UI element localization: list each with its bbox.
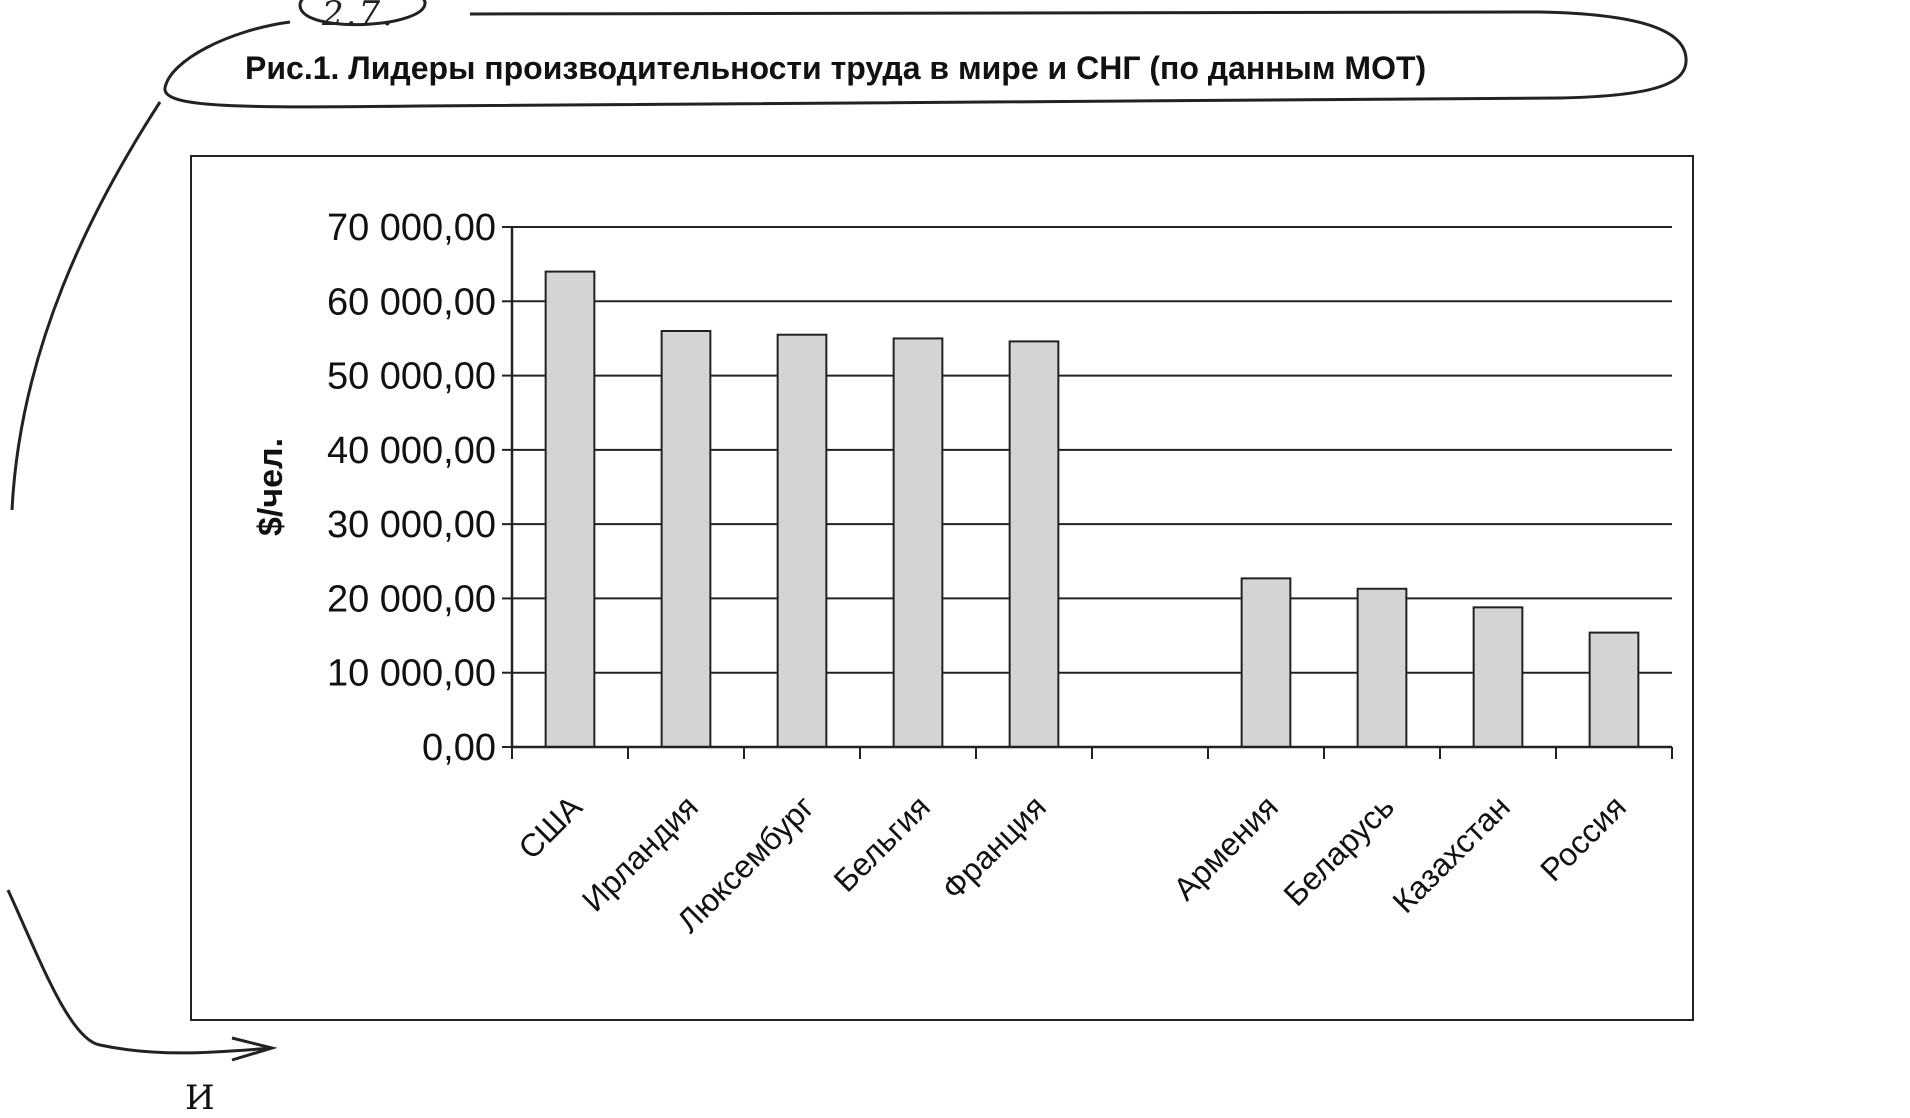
y-tick-label: 10 000,00 bbox=[326, 652, 496, 695]
y-tick-label: 70 000,00 bbox=[326, 207, 496, 249]
category-label: Люксембург bbox=[669, 788, 821, 940]
bars bbox=[546, 272, 1639, 747]
category-label: Россия bbox=[1533, 788, 1633, 889]
bar bbox=[1590, 633, 1639, 747]
category-label: Бельгия bbox=[826, 788, 937, 899]
bar bbox=[894, 338, 943, 747]
category-label: Ирландия bbox=[575, 788, 705, 919]
x-tick-marks bbox=[512, 747, 1672, 759]
figure-title: Рис.1. Лидеры производительности труда в мире и СНГ (по данным МОТ) bbox=[245, 50, 1427, 86]
bar bbox=[1474, 607, 1523, 747]
y-tick-label: 20 000,00 bbox=[326, 578, 496, 621]
y-tick-labels bbox=[327, 207, 496, 769]
chart-frame bbox=[190, 155, 1694, 1021]
bar bbox=[546, 272, 595, 747]
handwritten-figure-number: 2.7. bbox=[322, 0, 395, 34]
bar bbox=[662, 331, 711, 747]
y-tick-label: 50 000,00 bbox=[326, 355, 496, 398]
y-tick-label: 40 000,00 bbox=[326, 429, 496, 472]
category-label: Армения bbox=[1166, 788, 1285, 908]
category-labels bbox=[511, 788, 1633, 939]
body-text-fragment: И bbox=[185, 1078, 215, 1118]
bar bbox=[1010, 341, 1059, 747]
y-tick-label: 60 000,00 bbox=[326, 281, 496, 324]
bar bbox=[1358, 589, 1407, 747]
bar-chart bbox=[192, 157, 1692, 1019]
handwritten-arrowhead bbox=[232, 1038, 272, 1060]
y-tick-label: 0,00 bbox=[422, 727, 496, 769]
category-label: США bbox=[511, 788, 589, 867]
category-label: Франция bbox=[934, 788, 1053, 907]
y-tick-label: 30 000,00 bbox=[326, 504, 496, 547]
bar bbox=[778, 335, 827, 747]
category-label: Беларусь bbox=[1276, 788, 1401, 913]
bar bbox=[1242, 578, 1291, 747]
category-label: Казахстан bbox=[1385, 788, 1517, 920]
y-axis-title: $/чел. bbox=[252, 437, 290, 537]
